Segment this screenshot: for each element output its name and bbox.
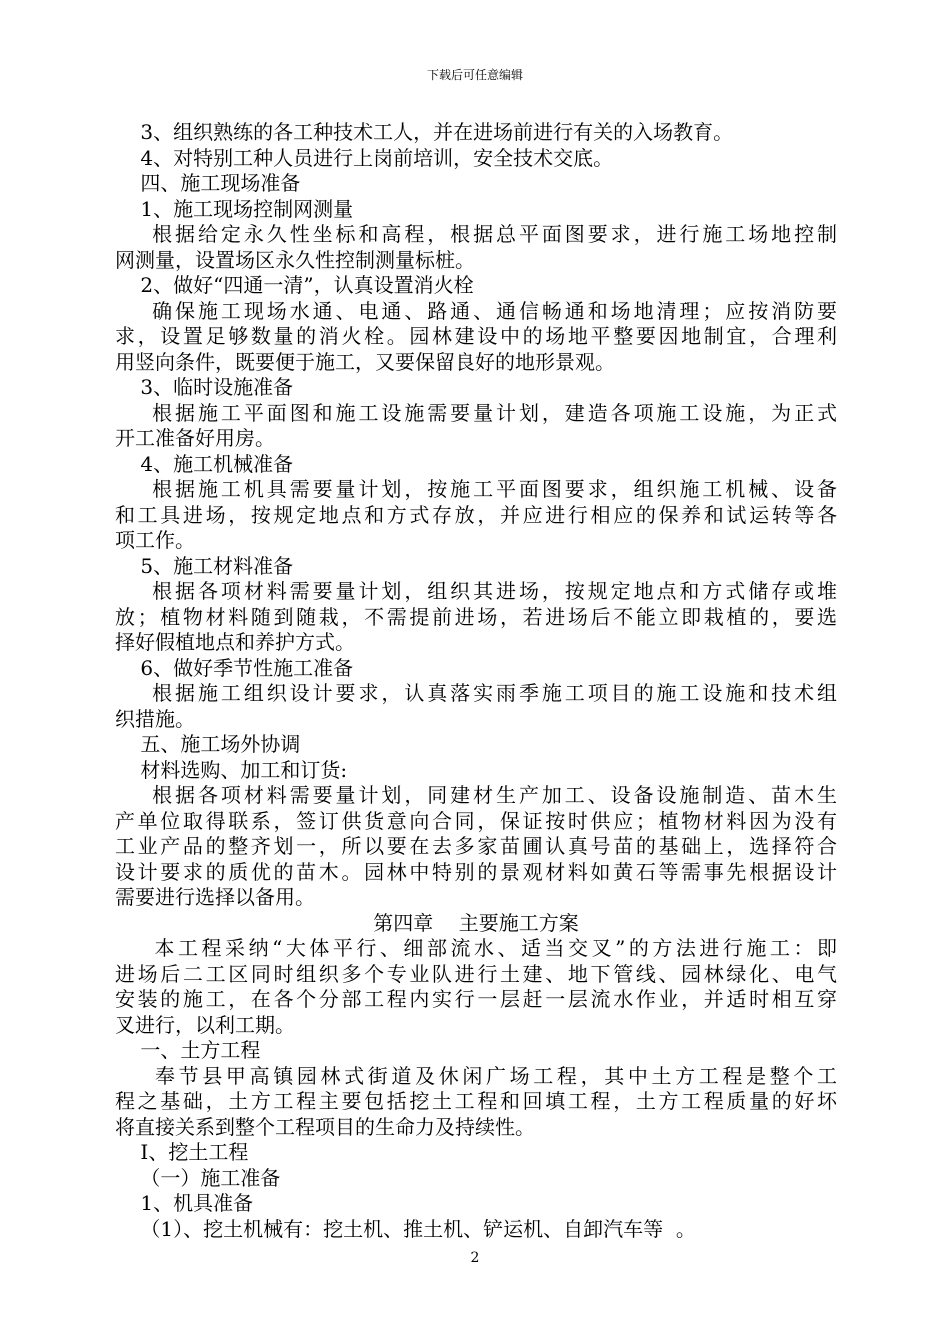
- text-line: 一、土方工程: [115, 1038, 261, 1062]
- text-line: 4、施工机械准备: [115, 451, 294, 476]
- page-number: 2: [470, 1250, 480, 1266]
- text-line: 程之基础，土方工程主要包括挖土工程和回填工程，土方工程质量的好坏: [115, 1089, 837, 1113]
- text-line: 5、施工材料准备: [115, 553, 294, 578]
- page-header-note: 下载后可任意编辑: [426, 68, 523, 82]
- text-line: 求，设置足够数量的消火栓。园林建设中的场地平整要因地制宜，合理利: [115, 324, 837, 348]
- text-line: 和工具进场，按规定地点和方式存放，并应进行相应的保养和试运转等各: [115, 502, 837, 527]
- text-line: 材料选购、加工和订货:: [115, 757, 348, 782]
- text-line: 进场后二工区同时组织多个专业队进行土建、地下管线、园林绿化、电气: [115, 961, 837, 986]
- text-line: 2、做好“四通一清”，认真设置消火栓: [115, 273, 474, 297]
- text-line: （一）施工准备: [115, 1165, 281, 1190]
- text-line: 4、对特别工种人员进行上岗前培训，安全技术交底。: [115, 145, 614, 170]
- text-line: 根据给定永久性坐标和高程，根据总平面图要求，进行施工场地控制: [115, 222, 837, 246]
- text-line: 五、施工场外协调: [115, 732, 301, 756]
- text-line: 用竖向条件，既要便于施工，又要保留良好的地形景观。: [115, 349, 615, 374]
- text-line: 叉进行，以利工期。: [115, 1012, 295, 1037]
- text-line: 6、做好季节性施工准备: [115, 655, 354, 680]
- document-body: [115, 120, 837, 1242]
- text-line: 将直接关系到整个工程项目的生命力及持续性。: [115, 1114, 535, 1139]
- text-line: 网测量，设置场区永久性控制测量标桩。: [115, 247, 475, 272]
- text-line: 根据各项材料需要量计划，同建材生产加工、设备设施制造、苗木生: [115, 783, 837, 807]
- text-line: 择好假植地点和养护方式。: [115, 630, 355, 654]
- chapter-heading: 第四章 主要施工方案: [373, 910, 579, 935]
- text-line: 确保施工现场水通、电通、路通、通信畅通和场地清理；应按消防要: [115, 298, 837, 323]
- text-line: 工业产品的整齐划一，所以要在去多家苗圃认真号苗的基础上，选择符合: [115, 834, 837, 858]
- text-line: 需要进行选择以备用。: [115, 885, 315, 909]
- text-line: Ⅰ、挖土工程: [115, 1140, 249, 1164]
- text-line: 本工程采纳“大体平行、细部流水、适当交叉”的方法进行施工：即: [115, 936, 837, 960]
- text-line: 放；植物材料随到随栽，不需提前进场，若进场后不能立即栽植的，要选: [115, 604, 837, 629]
- text-line: 织措施。: [115, 706, 195, 731]
- text-line: 设计要求的质优的苗木。园林中特别的景观材料如黄石等需事先根据设计: [115, 859, 837, 884]
- text-line: 产单位取得联系，签订供货意向合同，保证按时供应；植物材料因为没有: [115, 808, 837, 833]
- text-line: 3、临时设施准备: [115, 375, 294, 399]
- text-line: 奉节县甲高镇园林式街道及休闲广场工程，其中土方工程是整个工: [115, 1063, 837, 1088]
- text-line: 根据各项材料需要量计划，组织其进场，按规定地点和方式储存或堆: [115, 579, 837, 603]
- text-line: （1）、挖土机械有：挖土机、推土机、铲运机、自卸汽车等 。: [115, 1216, 696, 1241]
- text-line: 3、组织熟练的各工种技术工人，并在进场前进行有关的入场教育。: [115, 120, 734, 144]
- text-line: 根据施工组织设计要求，认真落实雨季施工项目的施工设施和技术组: [115, 681, 837, 705]
- text-line: 根据施工机具需要量计划，按施工平面图要求，组织施工机械、设备: [115, 477, 837, 501]
- text-line: 1、机具准备: [115, 1191, 254, 1215]
- text-line: 四、施工现场准备: [115, 171, 301, 195]
- text-line: 安装的施工，在各个分部工程内实行一层赶一层流水作业，并适时相互穿: [115, 987, 837, 1011]
- text-line: 1、施工现场控制网测量: [115, 196, 354, 221]
- text-line: 根据施工平面图和施工设施需要量计划，建造各项施工设施，为正式: [115, 400, 837, 425]
- text-line: 项工作。: [115, 528, 195, 552]
- text-line: 开工准备好用房。: [115, 426, 275, 450]
